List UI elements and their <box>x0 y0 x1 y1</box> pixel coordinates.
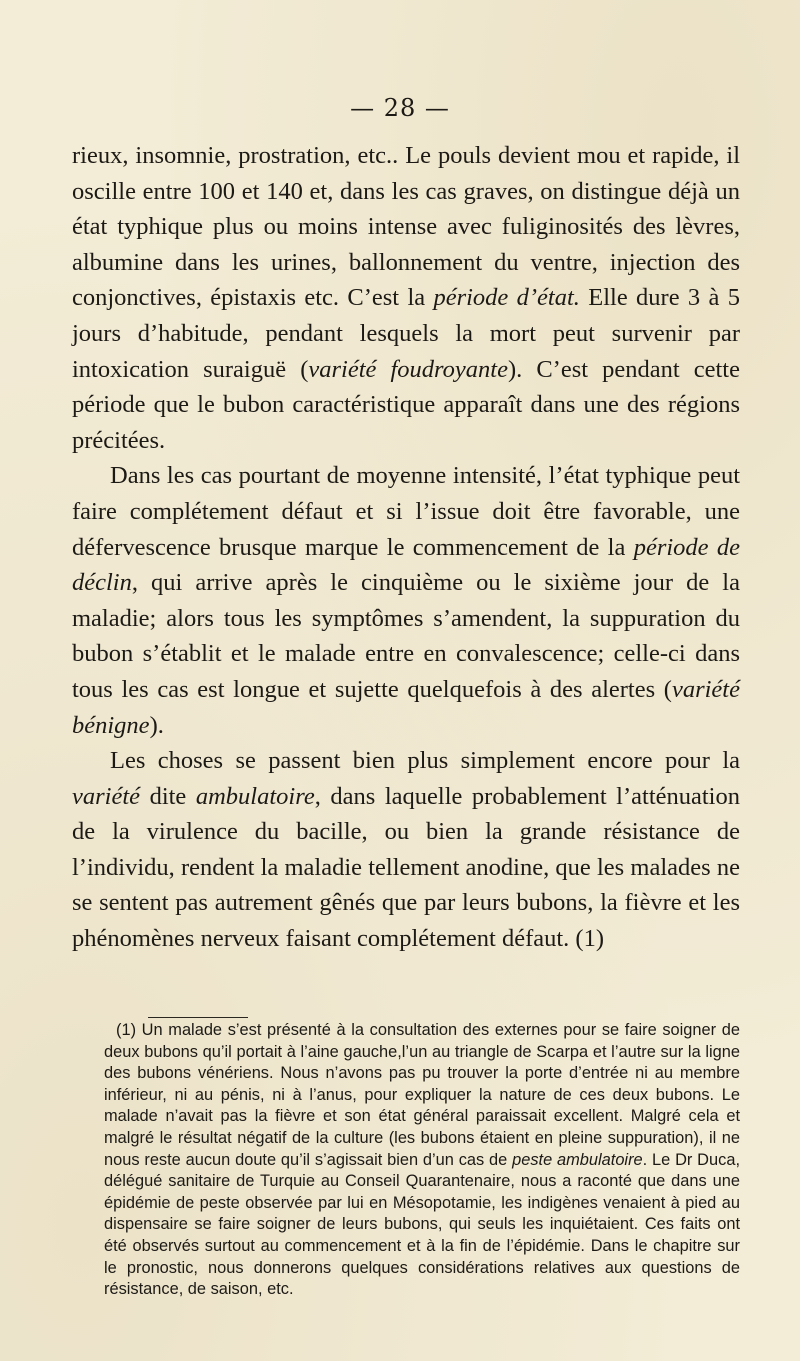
italic-term: variété bénigne <box>72 675 740 739</box>
italic-term: période de déclin <box>72 533 741 597</box>
footnote-paragraph <box>104 1020 740 1301</box>
paragraph-periode-etat <box>72 138 740 458</box>
text-run: ). <box>149 711 164 739</box>
text-run: , dans laquelle probablement l’atténuation de la virulence du bacille, ou bien la grande résistance de l’individu, rendent la maladie tellement anodine, que les malades ne se sentent pas autrement gênés que par leurs bubons, la fièvre et les phénomènes nerveux faisant complétement défaut. (1) <box>72 782 740 953</box>
text-run: Elle dure 3 à 5 jours d’habitude, pendant lesquels la mort peut survenir par intoxication suraiguë ( <box>72 284 740 383</box>
italic-term: période d’état. <box>433 284 580 312</box>
text-run: . Le Dr Duca, délégué sanitaire de Turquie au Conseil Quarantenaire, nous a raconté que dans une épidémie de peste observée par lui en Mésopotamie, les indigènes venaient à pied au dispensaire se faire soigner de leurs bubons, qui seuls les inquiétaient. Ces faits ont été observés surtout au commencement et à la fin de l’épidémie. Dans le chapitre sur le pronostic, nous donnerons quelques considérations relatives aux questions de résistance, de saison, etc. <box>104 1150 740 1299</box>
text-run: Dans les cas pourtant de moyenne intensité, l’état typhique peut faire complétement défaut et si l’issue doit être favorable, une défervescence brusque marque le commencement de la <box>72 462 740 561</box>
text-run: Les choses se passent bien plus simplement encore pour la <box>110 747 740 775</box>
main-text <box>72 138 740 957</box>
paragraph-periode-declin <box>72 458 740 743</box>
text-run: (1) Un malade s’est présenté à la consultation des externes pour se faire soigner de deux bubons qu’il portait à l’aine gauche,l’un au triangle de Scarpa et l’autre sur la ligne des bubons vénériens. Nous n’avons pas pu trouver la porte d’entrée ni au membre inférieur, ni au pénis, ni à l’anus, pour expliquer la nature de ces deux bubons. Le malade n’avait pas la fièvre et son état général paraissait excellent. Malgré cela et malgré le résultat négatif de la culture (les bubons étaient en pleine suppuration), il ne nous reste aucun doute qu’il s’agissait bien d’un cas de <box>104 1021 740 1169</box>
italic-term: peste ambulatoire <box>512 1150 643 1169</box>
text-run: dite <box>140 782 196 810</box>
text-run: rieux, insomnie, prostration, etc.. Le pouls devient mou et rapide, il oscille entre 100 et 140 et, dans les cas graves, on distingue déjà un état typhique plus ou moins intense avec fuliginosités des lèvres, albumine dans les urines, ballonnement du ventre, injection des conjonctives, épistaxis etc. C’est la <box>72 142 740 312</box>
footnote <box>104 1020 740 1301</box>
italic-term: variété foudroyante <box>308 355 508 383</box>
page-number: — 28 — <box>350 94 450 122</box>
text-run: , qui arrive après le cinquième ou le sixième jour de la maladie; alors tous les symptômes s’amendent, la suppuration du bubon s’établit et le malade entre en convalescence; celle-ci dans tous les cas est longue et sujette quelquefois à des alertes ( <box>72 569 740 703</box>
paragraph-variete-ambulatoire <box>72 743 740 957</box>
italic-term: variété <box>72 782 141 810</box>
footnote-separator <box>148 1017 248 1018</box>
italic-term: ambulatoire <box>195 782 315 810</box>
text-run: ). C’est pendant cette période que le bubon caractéristique apparaît dans une des régions précitées. <box>72 355 740 454</box>
